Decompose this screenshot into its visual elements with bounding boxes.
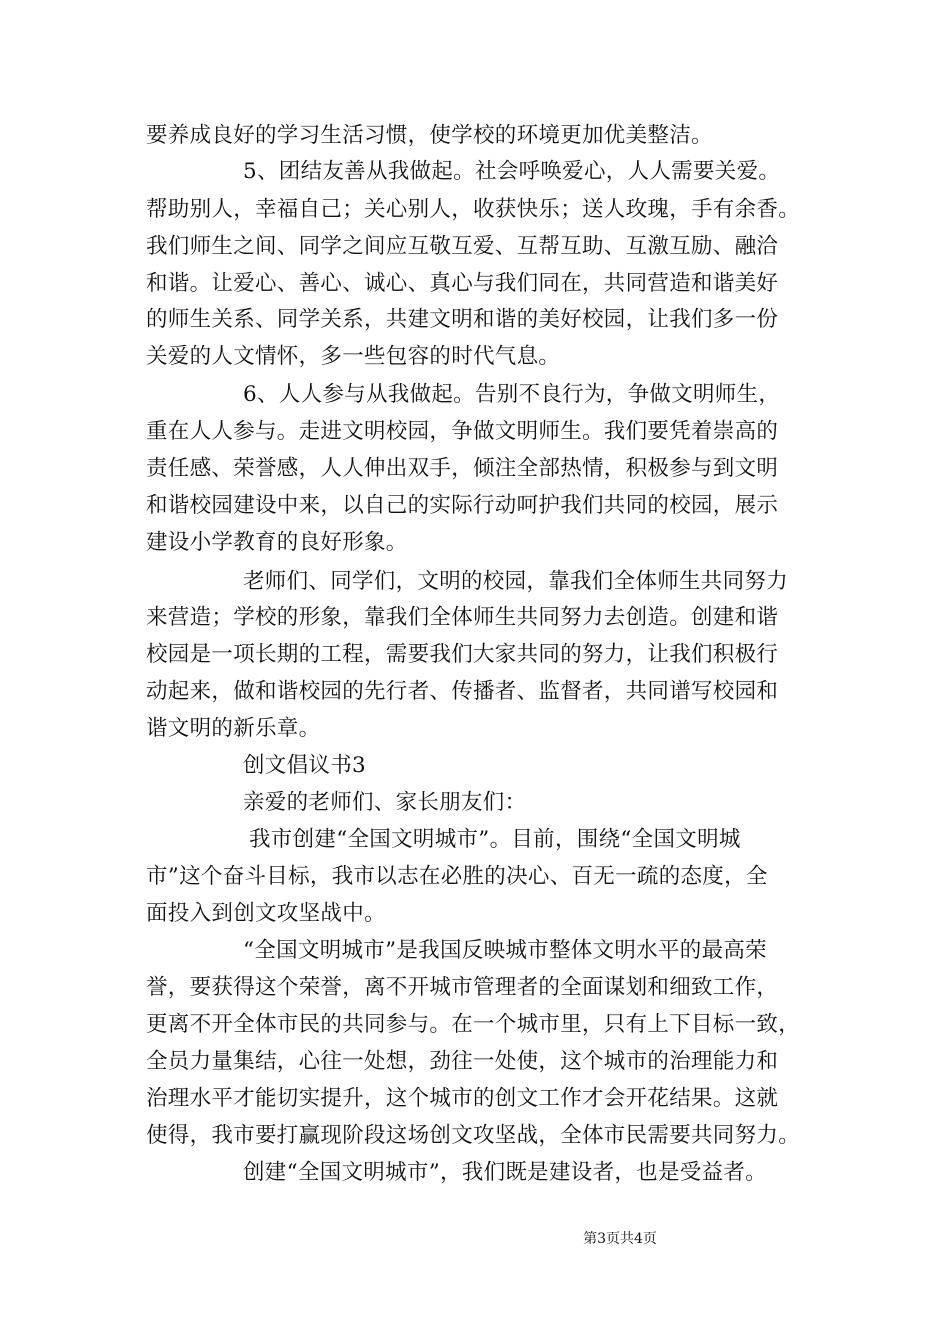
body-text-line: 建设小学教育的良好形象。 (146, 530, 408, 555)
body-text-line: 要养成良好的学习生活习惯，使学校的环境更加优美整洁。 (146, 123, 713, 148)
body-text-line: 谐文明的新乐章。 (146, 716, 321, 741)
body-text-line: 使得，我市要打赢现阶段这场创文攻坚战，全体市民需要共同努力。 (146, 1123, 801, 1148)
body-text-line: 6、人人参与从我做起。告别不良行为，争做文明师生， (243, 382, 781, 407)
body-text-line: 市”这个奋斗目标，我市以志在必胜的决心、百无一疏的态度，全 (146, 864, 768, 889)
body-text-line: 责任感、荣誉感，人人伸出双手，倾注全部热情，积极参与到文明 (146, 456, 779, 481)
body-text-line: 的师生关系、同学关系，共建文明和谐的美好校园，让我们多一份 (146, 307, 779, 332)
body-text-line: 治理水平才能切实提升，这个城市的创文工作才会开花结果。这就 (146, 1086, 779, 1111)
body-text-line: 誉，要获得这个荣誉，离不开城市管理者的全面谋划和细致工作， (146, 975, 779, 1000)
body-text-line: 和谐校园建设中来，以自己的实际行动呵护我们共同的校园，展示 (146, 493, 779, 518)
body-text-line: 和谐。让爱心、善心、诚心、真心与我们同在，共同营造和谐美好 (146, 271, 779, 296)
body-text-line: 重在人人参与。走进文明校园，争做文明师生。我们要凭着崇高的 (146, 419, 779, 444)
body-text-line: 我市创建“全国文明城市”。目前，围绕“全国文明城 (249, 827, 741, 852)
body-text-line: 关爱的人文情怀，多一些包容的时代气息。 (146, 344, 561, 369)
body-text-line: 动起来，做和谐校园的先行者、传播者、监督者，共同谱写校园和 (146, 679, 779, 704)
section-heading: 创文倡议书3 (243, 753, 366, 778)
body-text-line: 我们师生之间、同学之间应互敬互爱、互帮互助、互激互励、融洽 (146, 234, 779, 259)
body-text-line: 来营造；学校的形象，靠我们全体师生共同努力去创造。创建和谐 (146, 605, 779, 630)
body-text-line: 面投入到创文攻坚战中。 (146, 901, 386, 926)
body-text-line: 5、团结友善从我做起。社会呼唤爱心，人人需要关爱。 (243, 159, 781, 184)
body-text-line: 校园是一项长期的工程，需要我们大家共同的努力，让我们积极行 (146, 642, 779, 667)
body-text-line: 创建“全国文明城市”，我们既是建设者，也是受益者。 (243, 1160, 767, 1185)
page-number-footer: 第3页共4页 (583, 1231, 657, 1247)
body-text-line: “全国文明城市”是我国反映城市整体文明水平的最高荣 (243, 938, 767, 963)
salutation: 亲爱的老师们、家长朋友们： (243, 790, 527, 815)
body-text-line: 更离不开全体市民的共同参与。在一个城市里，只有上下目标一致， (146, 1012, 801, 1037)
body-text-line: 帮助别人，幸福自己；关心别人，收获快乐；送人玫瑰，手有余香。 (146, 197, 801, 222)
body-text-line: 全员力量集结，心往一处想，劲往一处使，这个城市的治理能力和 (146, 1049, 779, 1074)
body-text-line: 老师们、同学们，文明的校园，靠我们全体师生共同努力 (243, 569, 789, 594)
